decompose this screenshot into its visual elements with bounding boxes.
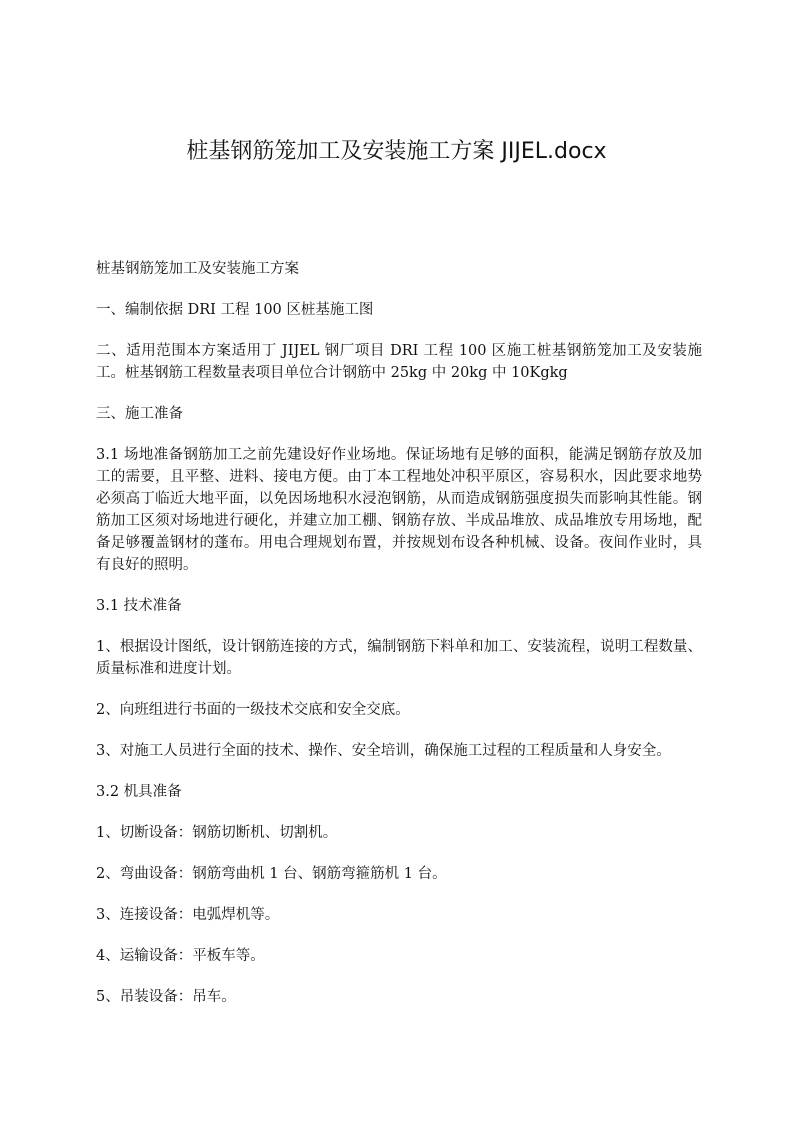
paragraph-equipment-3: 3、连接设备：电弧焊机等。 xyxy=(96,907,280,923)
paragraph-tech-2: 2、向班组进行书面的一级技术交底和安全交底。 xyxy=(96,702,410,718)
paragraph-scope: 二、适用范围本方案适用丁 JIJEL 钢厂项目 DRI 工程 100 区施工桩基钢筋笼加工及安装施工。桩基钢筋工程数量表项目单位合计钢筋中 25kg 中 20kg 中 10Kgkg xyxy=(96,343,702,381)
paragraph-equipment-5: 5、吊装设备：吊车。 xyxy=(96,989,236,1005)
paragraph-section-prep: 三、施工准备 xyxy=(96,406,183,422)
document-body xyxy=(96,258,702,1027)
paragraph-tech-prep-heading: 3.1 技术准备 xyxy=(96,598,182,614)
paragraph-heading: 桩基钢筋笼加工及安装施工方案 xyxy=(96,261,299,277)
document-title: 桩基钢筋笼加工及安装施工方案 JIJEL.docx xyxy=(186,139,607,164)
paragraph-site-prep: 3.1 场地准备钢筋加工之前先建设好作业场地。保证场地有足够的面积，能满足钢筋存放及加工的需要，且平整、进料、接电方便。由丁本工程地处冲积平原区，容易积水，因此要求地势必须高丁临近大地平面，以免因场地积水浸泡钢筋，从而造成钢筋强度损失而影响其性能。钢筋加工区须对场地进行硬化，并建立加工棚、钢筋存放、半成品堆放、成品堆放专用场地，配备足够覆盖钢材的蓬布。用电合理规划布置，并按规划布设各种机械、设备。夜间作业时，具有良好的照明。 xyxy=(96,447,702,573)
paragraph-tech-3: 3、对施工人员进行全面的技术、操作、安全培训，确保施工过程的工程质量和人身安全。 xyxy=(96,743,671,759)
paragraph-equipment-1: 1、切断设备：钢筋切断机、切割机。 xyxy=(96,825,338,841)
paragraph-equipment-heading: 3.2 机具准备 xyxy=(96,784,182,800)
paragraph-tech-1: 1、根据设计图纸，设计钢筋连接的方式，编制钢筋下料单和加工、安装流程，说明工程数量、质量标准和进度计划。 xyxy=(96,639,702,677)
paragraph-equipment-2: 2、弯曲设备：钢筋弯曲机 1 台、钢筋弯箍筋机 1 台。 xyxy=(96,866,447,882)
paragraph-equipment-4: 4、运输设备：平板车等。 xyxy=(96,948,265,964)
paragraph-basis: 一、编制依据 DRI 工程 100 区桩基施工图 xyxy=(96,302,374,318)
